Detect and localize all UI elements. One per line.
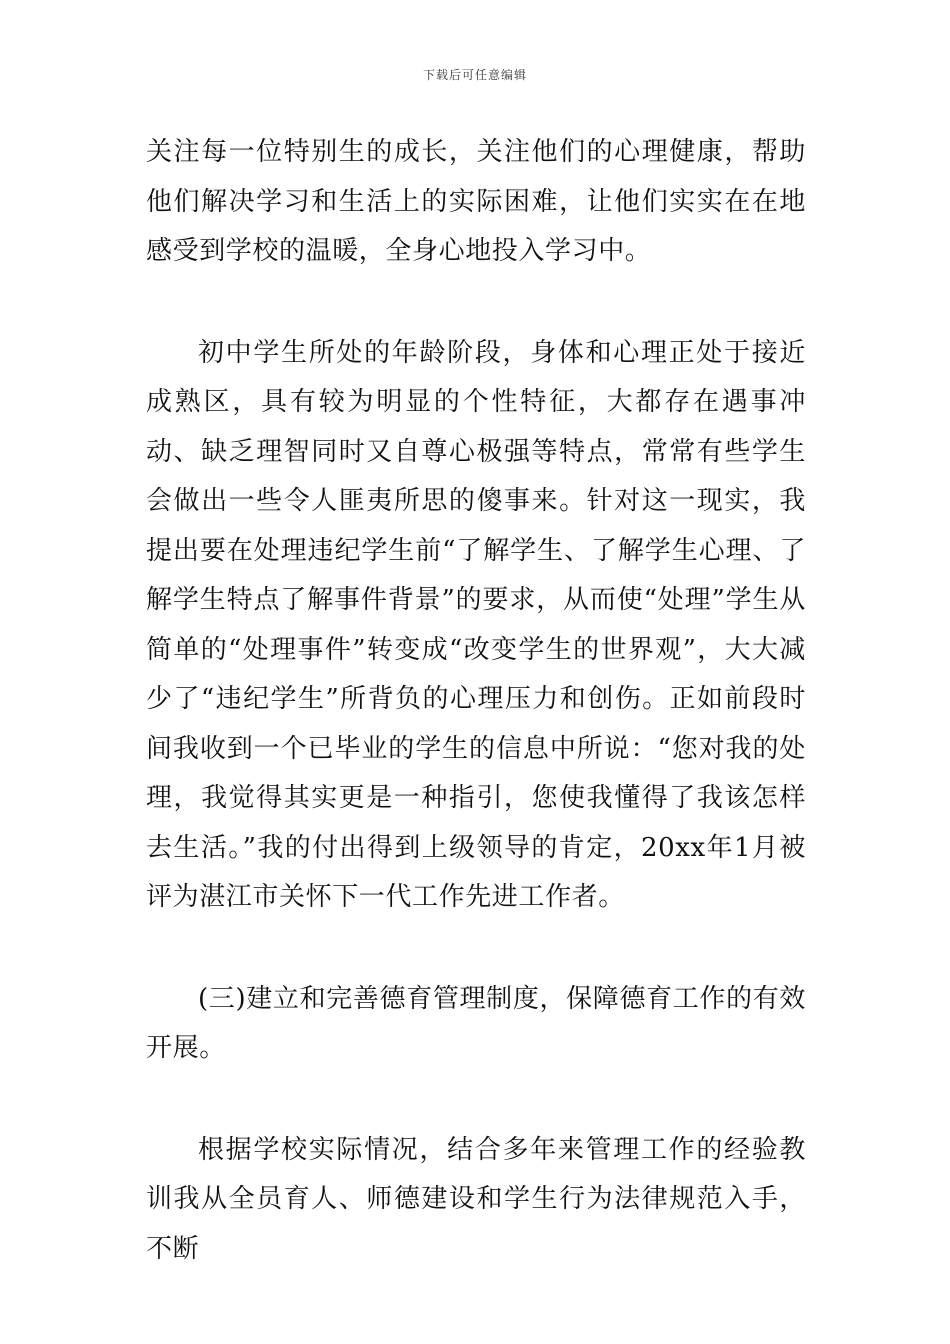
paragraph-gap bbox=[146, 1074, 806, 1126]
section-heading: (三)建立和完善德育管理制度，保障德育工作的有效开展。 bbox=[146, 983, 806, 1063]
paragraph-4: 根据学校实际情况，结合多年来管理工作的经验教训我从全员育人、师德建设和学生行为法律规范入手，不断 bbox=[146, 1134, 806, 1264]
paragraph-1: 关注每一位特别生的成长，关注他们的心理健康，帮助他们解决学习和生活上的实际困难，让他们实实在在地感受到学校的温暖，全身心地投入学习中。 bbox=[146, 137, 806, 266]
paragraph-gap bbox=[146, 277, 806, 329]
page-header: 下载后可任意编辑 bbox=[422, 68, 527, 82]
document-body bbox=[146, 128, 806, 1274]
paragraph-2: 初中学生所处的年龄阶段，身体和心理正处于接近成熟区，具有较为明显的个性特征，大都存在遇事冲动、缺乏理智同时又自尊心极强等特点，常常有些学生会做出一些令人匪夷所思的傻事来。针对这一现实，我提出要在处理违纪学生前“了解学生、了解学生心理、了解学生特点了解事件背景”的要求，从而使“处理”学生从简单的“处理事件”转变成“改变学生的世界观”，大大减少了“违纪学生”所背负的心理压力和创伤。正如前段时间我收到一个已毕业的学生的信息中所说：“您对我的处理，我觉得其实更是一种指引，您使我懂得了我该怎样去生活。”我的付出得到上级领导的肯定，20xx年1月被评为湛江市关怀下一代工作先进工作者。 bbox=[146, 337, 806, 912]
paragraph-gap bbox=[146, 923, 806, 975]
